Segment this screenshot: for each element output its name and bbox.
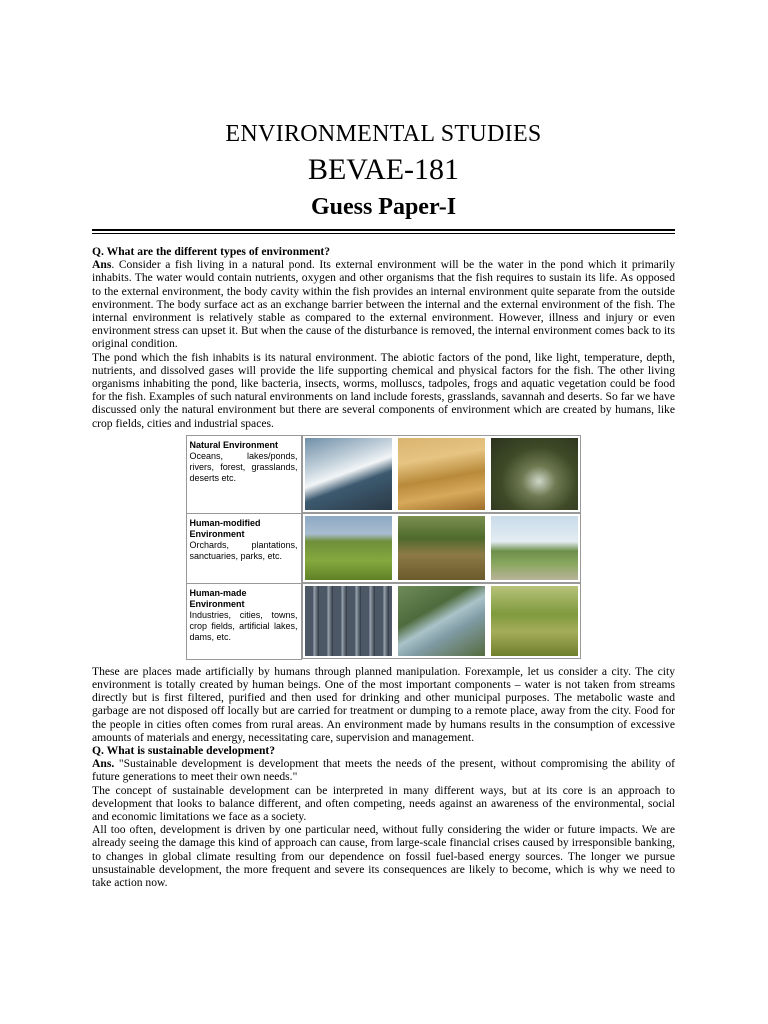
table-row xyxy=(186,513,581,583)
row-label: Human-made Environment Industries, cities, towns, crop fields, artificial lakes, dams, etc. xyxy=(186,583,301,659)
city-traffic-photo xyxy=(305,586,392,656)
row-images xyxy=(302,513,581,583)
orchard-photo xyxy=(398,516,485,580)
answer-2-para-2: The concept of sustainable development can be interpreted in many different ways, but at its core is an approach to development that looks to balance different, and often competing, needs against an awareness of the environmental, social and economic limitations we face as a society. xyxy=(92,783,675,824)
header-rule xyxy=(92,229,675,234)
answer-label: Ans. xyxy=(92,757,115,771)
answer-2-para-1: Ans. "Sustainable development is development that meets the needs of the present, without compromising the ability of future generations to meet their own needs." xyxy=(92,757,675,784)
answer-1-para-2: The pond which the fish inhabits is its natural environment. The abiotic factors of the pond, like light, temperature, depth, nutrients, and dissolved gases will provide the life supporting chemical and physical factors for the fish. The other living organisms inhabiting the pond, like bacteria, insects, worms, molluscs, tadpoles, frogs and aquatic vegetation could be food for the fish. Examples of such natural environments on land include forests, grasslands, savannah and deserts. So far we have discussed only the natural environment but there are several components of environment which are created by humans, like crop fields, cities and industrial spaces. xyxy=(92,350,675,430)
answer-2-para-3: All too often, development is driven by one particular need, without fully considering the wider or future impacts. We are already seeing the damage this kind of approach can cause, from large-scale financial crises caused by irresponsible banking, to changes in global climate resulting from our dependence on fossil fuel-based energy sources. The longer we pursue unsustainable development, the more frequent and severe its consequences are likely to become, which is why we need to take action now. xyxy=(92,823,675,890)
answer-1-para-1: Ans. Consider a fish living in a natural pond. Its external environment will be the water in the pond which it primarily inhabits. The water would contain nutrients, oxygen and other organisms that the fish requires to sustain its life. As opposed to the external environment, the body cavity within the fish provides an internal environment quite separate from the outside environment. The body surface act as an exchange barrier between the internal and the external environment of the fish. The internal environment is relatively stable as compared to the external environment. However, illness and injury or even environment stress can upset it. But when the cause of the disturbance is removed, the internal environment comes back to its original condition. xyxy=(92,258,675,351)
environment-table xyxy=(186,435,582,660)
tea-plantation-photo xyxy=(305,516,392,580)
document-page xyxy=(92,118,675,889)
park-road-photo xyxy=(491,516,578,580)
answer-1-para-3: These are places made artificially by humans through planned manipulation. Forexample, let us consider a city. The city environment is totally created by human beings. One of the most important components – water is not taken from streams directly but is first filtered, purified and then used for drinking and other municipal purposes. The metabolic waste and garbage are not disposed off locally but are carried for treatment or dumping to a remote place, away from the city. Food for the people in cities often comes from rural areas. An environment made by humans results in the consumption of excessive amounts of materials and energy, necessitating care, supervision and management. xyxy=(92,664,675,744)
subject-title: ENVIRONMENTAL STUDIES xyxy=(225,121,542,147)
table-row xyxy=(186,435,581,513)
course-code: BEVAE-181 xyxy=(307,153,460,186)
dam-photo xyxy=(398,586,485,656)
environment-types-figure xyxy=(186,435,582,659)
row-label: Natural Environment Oceans, lakes/ponds, rivers, forest, grasslands, deserts etc. xyxy=(186,435,301,513)
row-label: Human-modified Environment Orchards, plantations, sanctuaries, parks, etc. xyxy=(186,513,301,583)
desert-dunes-photo xyxy=(398,438,485,510)
row-images xyxy=(302,435,581,513)
body-text xyxy=(92,245,675,889)
row-images xyxy=(302,583,582,659)
forest-waterfall-photo xyxy=(491,438,578,510)
table-row xyxy=(186,583,581,659)
answer-label: Ans xyxy=(92,258,112,272)
question-2: Q. What is sustainable development? xyxy=(92,744,276,758)
paper-title: Guess Paper-I xyxy=(310,194,457,220)
question-1: Q. What are the different types of environment? xyxy=(92,245,331,258)
crop-field-photo xyxy=(491,586,578,656)
ocean-waves-photo xyxy=(305,438,392,510)
